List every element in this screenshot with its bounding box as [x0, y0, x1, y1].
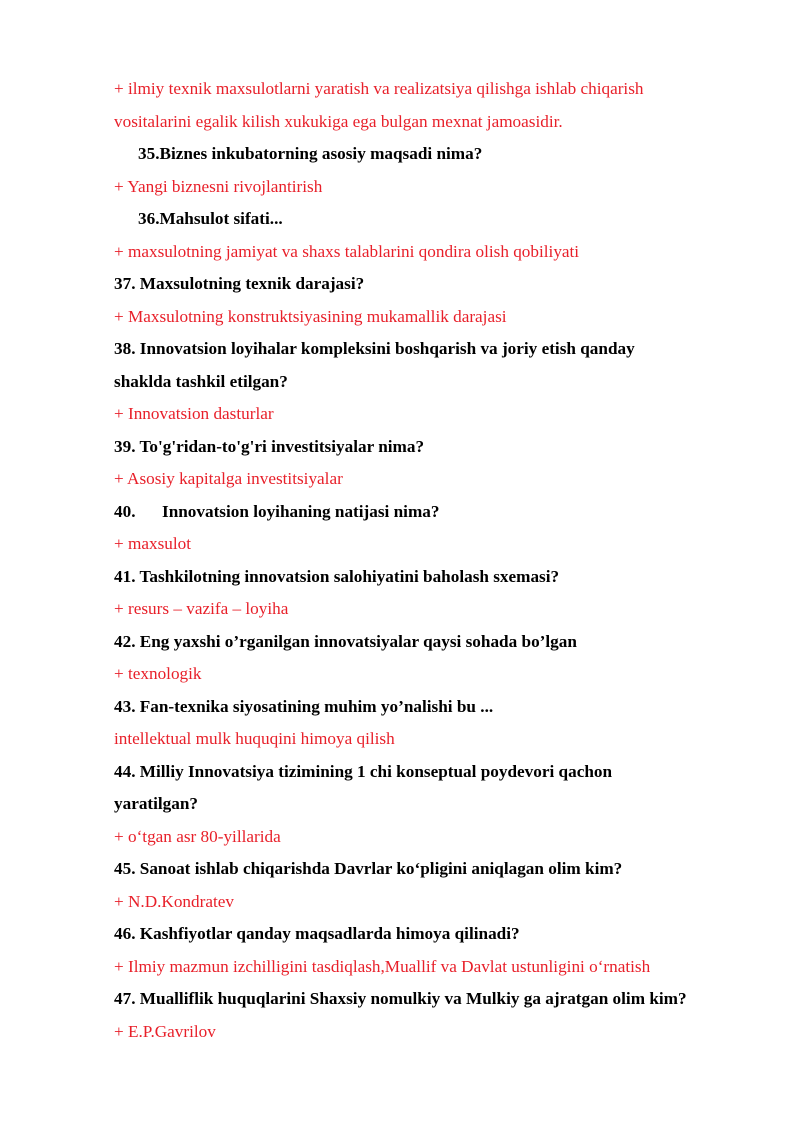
question-line-continued: shaklda tashkil etilgan?: [114, 371, 288, 391]
answer-line: intellektual mulk huquqini himoya qilish: [114, 729, 395, 748]
answer-line: + resurs – vazifa – loyiha: [114, 599, 289, 618]
document-content: [114, 76, 774, 1051]
question-line: 36.Mahsulot sifati...: [138, 209, 283, 228]
answer-line: + maxsulotning jamiyat va shaxs talablarini qondira olish qobiliyati: [114, 241, 580, 261]
answer-line: + maxsulot: [114, 534, 192, 553]
question-line: 47. Mualliflik huquqlarini Shaxsiy nomulkiy va Mulkiy ga ajratgan olim kim?: [114, 989, 687, 1008]
question-line: 43. Fan-texnika siyosatining muhim yo’nalishi bu ...: [114, 696, 494, 716]
answer-line: vositalarini egalik kilish xukukiga ega bulgan mexnat jamoasidir.: [114, 111, 563, 131]
answer-line: + Asosiy kapitalga investitsiyalar: [114, 469, 343, 488]
question-line: [114, 499, 774, 532]
answer-line: + ilmiy texnik maxsulotlarni yaratish va realizatsiya qilishga ishlab chiqarish: [114, 79, 644, 98]
question-line: 44. Milliy Innovatsiya tizimining 1 chi konseptual poydevori qachon: [114, 761, 613, 781]
answer-line: + E.P.Gavrilov: [114, 1021, 216, 1041]
question-line: 45. Sanoat ishlab chiqarishda Davrlar ko‘pligini aniqlagan olim kim?: [114, 859, 623, 878]
answer-line: + Ilmiy mazmun izchilligini tasdiqlash,Muallif va Davlat ustunligini o‘rnatish: [114, 956, 651, 976]
question-line: 46. Kashfiyotlar qanday maqsadlarda himoya qilinadi?: [114, 924, 520, 943]
answer-line: + Innovatsion dasturlar: [114, 404, 274, 423]
question-line: 39. To'g'ridan-to'g'ri investitsiyalar nima?: [114, 436, 425, 456]
question-line-continued: yaratilgan?: [114, 794, 199, 813]
question-line: 37. Maxsulotning texnik darajasi?: [114, 274, 365, 293]
answer-line: + Maxsulotning konstruktsiyasining mukamallik darajasi: [114, 306, 507, 326]
answer-line: + texnologik: [114, 664, 202, 683]
question-line: 41. Tashkilotning innovatsion salohiyatini baholash sxemasi?: [114, 566, 560, 586]
question-number: 40.: [114, 501, 136, 521]
answer-line: + o‘tgan asr 80-yillarida: [114, 826, 281, 846]
question-text: Innovatsion loyihaning natijasi nima?: [162, 501, 440, 521]
question-line: 35.Biznes inkubatorning asosiy maqsadi nima?: [138, 144, 483, 163]
answer-line: + Yangi biznesni rivojlantirish: [114, 176, 323, 196]
answer-line: + N.D.Kondratev: [114, 891, 234, 911]
question-line: 38. Innovatsion loyihalar kompleksini boshqarish va joriy etish qanday: [114, 339, 635, 358]
question-line: 42. Eng yaxshi o’rganilgan innovatsiyalar qaysi sohada bo’lgan: [114, 631, 577, 651]
